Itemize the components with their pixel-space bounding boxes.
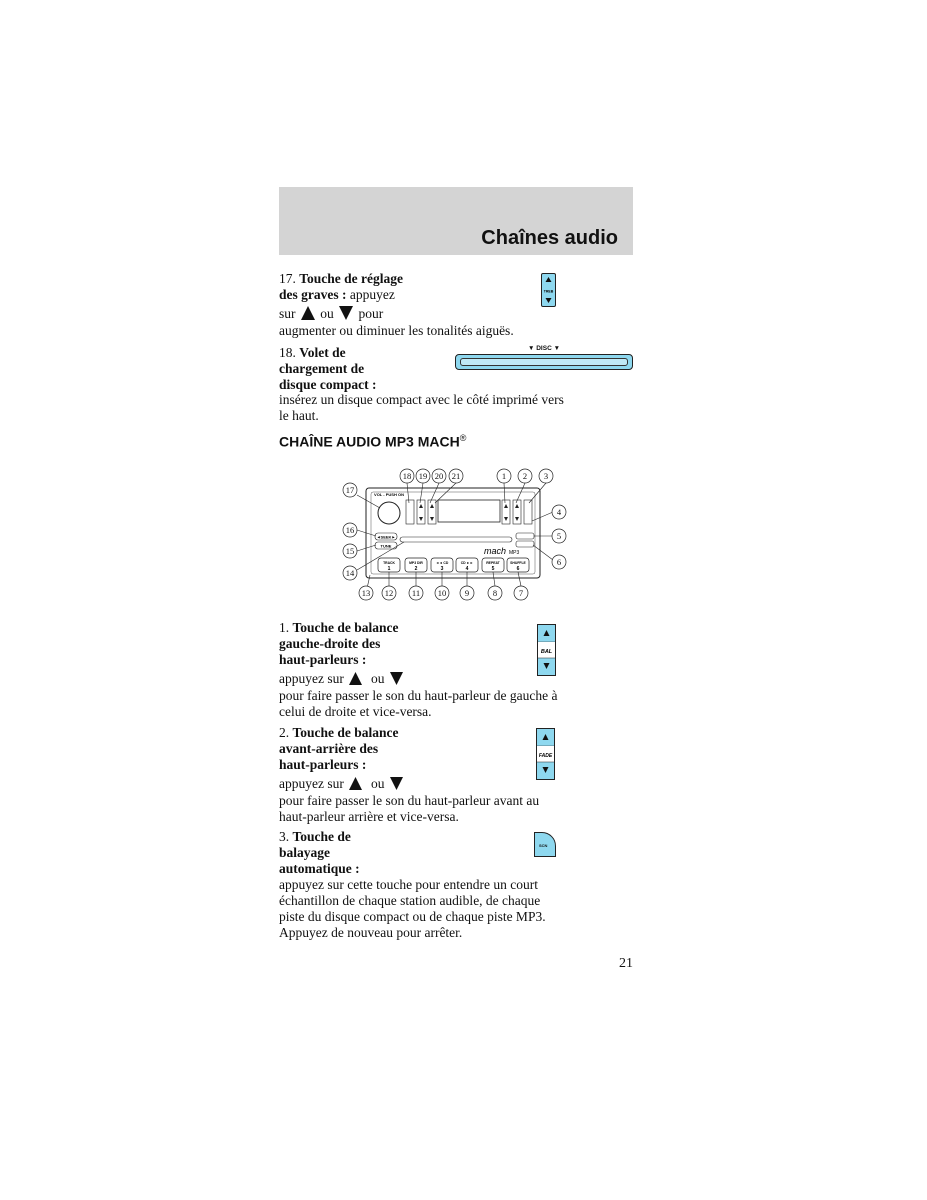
svg-text:6: 6	[556, 557, 562, 567]
item-18-text: insérez un disque compact avec le côté imprimé vers le haut.	[279, 392, 564, 423]
header-title: Chaînes audio	[481, 227, 618, 249]
item-17-text: augmenter ou diminuer les tonalités aiguës.	[279, 323, 514, 338]
svg-text:20: 20	[434, 471, 444, 481]
up-arrow-icon	[301, 306, 315, 320]
svg-text:2: 2	[522, 471, 528, 481]
svg-text:11: 11	[411, 588, 421, 598]
item-text: sur	[279, 306, 296, 321]
svg-text:14: 14	[345, 568, 355, 578]
svg-text:◄◄ CD: ◄◄ CD	[435, 561, 449, 565]
svg-text:TUNE: TUNE	[380, 543, 392, 549]
page-number: 21	[619, 956, 633, 971]
item-2: 2. Touche de balance avant-arrière des haut-parleurs : appuyez sur ou	[279, 725, 499, 792]
cd-slot-icon	[455, 354, 633, 370]
scan-button-icon: SCN	[534, 832, 556, 857]
svg-text:16: 16	[345, 525, 355, 535]
svg-text:3: 3	[440, 566, 444, 572]
svg-text:◄SEEK►: ◄SEEK►	[376, 534, 396, 540]
svg-text:18: 18	[402, 471, 412, 481]
item-number: 18.	[279, 345, 296, 360]
svg-text:1: 1	[501, 471, 507, 481]
section-header	[279, 187, 633, 255]
item-text: pour	[358, 306, 384, 321]
svg-text:TREB: TREB	[543, 289, 554, 294]
svg-text:5: 5	[491, 566, 495, 572]
item-1-text: pour faire passer le son du haut-parleur de gauche à celui de droite et vice-versa.	[279, 688, 558, 719]
item-title: chargement de	[279, 361, 365, 376]
display	[438, 500, 500, 522]
radio-diagram	[338, 463, 572, 606]
svg-text:8: 8	[492, 588, 498, 598]
svg-text:FADE: FADE	[538, 753, 553, 759]
down-arrow-icon	[390, 777, 403, 790]
item-2-text: pour faire passer le son du haut-parleur avant au haut-parleur arrière et vice-versa.	[279, 793, 540, 824]
svg-text:SHUFFLE: SHUFFLE	[510, 561, 526, 565]
up-arrow-icon	[349, 672, 362, 685]
item-17	[279, 271, 539, 322]
cd-slot-inner	[460, 358, 628, 366]
treble-button-icon	[541, 273, 556, 307]
item-number: 17.	[279, 271, 296, 286]
brand-logo: mach	[484, 546, 507, 556]
item-text: appuyez	[349, 287, 395, 302]
item-1: 1. Touche de balance gauche-droite des haut-parleurs : appuyez sur ou	[279, 620, 499, 687]
fade-button-icon	[536, 728, 555, 780]
item-title: Volet de	[299, 345, 346, 360]
svg-text:5: 5	[556, 531, 562, 541]
item-text: ou	[320, 306, 334, 321]
up-arrow-icon	[349, 777, 362, 790]
svg-text:MP3 DIR: MP3 DIR	[409, 561, 423, 565]
svg-text:7: 7	[518, 588, 524, 598]
item-title: Touche de réglage	[299, 271, 403, 286]
down-arrow-icon	[339, 306, 353, 320]
volume-knob-icon	[378, 502, 400, 524]
vol-label: VOL - PUSH ON	[374, 492, 404, 497]
svg-text:15: 15	[345, 546, 355, 556]
svg-text:17: 17	[345, 485, 355, 495]
svg-text:1: 1	[387, 566, 391, 572]
down-arrow-icon	[390, 672, 403, 685]
svg-text:3: 3	[543, 471, 549, 481]
svg-text:6: 6	[516, 566, 520, 572]
item-3-text: appuyez sur cette touche pour entendre un court échantillon de chaque station audible, de chaque piste du disque compact ou de chaque piste MP3. Appuyez de nouveau pour arrêter.	[279, 877, 546, 940]
svg-text:REPEAT: REPEAT	[486, 561, 500, 565]
svg-text:9: 9	[464, 588, 470, 598]
svg-text:TRACK: TRACK	[383, 561, 395, 565]
item-3: 3. Touche de balayage automatique :	[279, 829, 360, 876]
svg-text:CD ►►: CD ►►	[460, 561, 474, 565]
item-title: des graves :	[279, 287, 347, 302]
item-title: disque compact :	[279, 377, 377, 392]
disc-label: ▼ DISC ▼	[528, 345, 561, 352]
treble-arrows-icon	[542, 274, 555, 306]
svg-text:10: 10	[437, 588, 447, 598]
item-18	[279, 345, 479, 393]
svg-text:19: 19	[418, 471, 428, 481]
svg-text:4: 4	[465, 566, 469, 572]
section-title: CHAÎNE AUDIO MP3 MACH®	[279, 433, 467, 450]
svg-text:MP3: MP3	[509, 550, 520, 556]
svg-text:13: 13	[361, 588, 371, 598]
svg-text:21: 21	[451, 471, 461, 481]
svg-text:12: 12	[384, 588, 394, 598]
svg-text:BAL: BAL	[540, 649, 553, 655]
bal-button-icon	[537, 624, 556, 676]
svg-text:4: 4	[556, 507, 562, 517]
svg-text:2: 2	[414, 566, 418, 572]
